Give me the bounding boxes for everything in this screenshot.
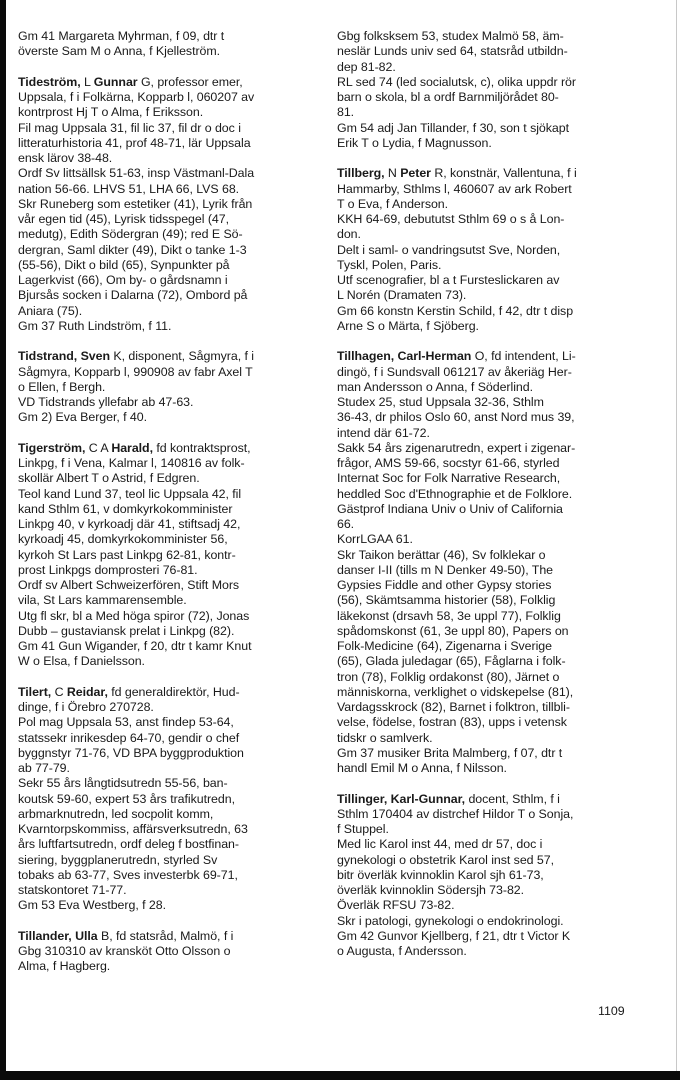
entry-text-line: handl Emil M o Anna, f Nilsson. [337,761,507,775]
entry-surname: Tillhagen, Carl-Herman [337,349,472,364]
entry-text-line: ab 77-79. [18,761,70,775]
entry-text-line: Fil mag Uppsala 31, fil lic 37, fil dr o doc i [18,120,241,135]
entry-text-line: Lagerkvist (66), Om by- o gårdsnamn i [18,273,228,287]
entry-text-line: man Andersson o Anna, f Söderlind. [337,379,533,394]
entry-text-line: Kvarntorpskommiss, affärsverksutredn, 63 [18,822,248,836]
entry-text-line: 81. [337,105,355,120]
entry-initials: C [51,684,67,699]
entry-text-line: vår egen tid (45), Lyrisk tidsspegel (47, [18,212,229,226]
entry-text-line: L Norén (Dramaten 73). [337,288,467,303]
entry-text-line: (65), Glada juledagar (65), Fåglarna i folk- [337,654,566,669]
entry-text-line: frågor, AMS 59-66, socstyr 61-66, styrled [337,456,560,470]
entry-text-line: 36-43, dr philos Oslo 60, anst Nord mus 39, [337,410,575,425]
entry-text-line: Delt i saml- o vandringsutst Sve, Norden, [337,242,561,257]
entry-text-line: arbmarknutredn, led socpolit komm, [18,806,214,821]
entry-text-line: heddled Soc d'Ethnographie et de Folklore. [337,486,573,501]
entry-text-line: Studex 25, stud Uppsala 32-36, Sthlm [337,395,544,409]
entry-surname: Tillberg, [337,166,385,181]
entry-text-line: Hammarby, Sthlms l, 460607 av ark Robert [337,181,572,196]
entry-heading [18,929,338,944]
entry-text-line: o Ellen, f Bergh. [18,379,106,394]
entry-text-line: prost Linkpgs domprosteri 76-81. [18,562,198,577]
entry-text-line: KorrLGAA 61. [337,532,413,547]
entry-text-line: dingö, f i Sundsvall 061217 av åkeriäg Her- [337,364,572,379]
entry-text-line: tidskr o samlverk. [337,730,433,745]
entry-text-line: Alma, f Hagberg. [18,959,111,974]
entry-text-line: (55-56), Dikt o bild (65), Synpunkter på [18,257,230,272]
scan-bottom-border [0,1071,680,1080]
entry-text-line: Gm 37 Ruth Lindström, f 11. [18,318,172,333]
entry-given-name: Gunnar [93,74,138,89]
biography-entry-tilert [18,685,338,914]
entry-text-line: nation 56-66. LHVS 51, LHA 66, LVS 68. [18,181,240,196]
biography-entry-tillberg [337,166,657,334]
entry-text-line: KKH 64-69, debututst Sthlm 69 o s å Lon- [337,212,565,226]
entry-text-line: statskontoret 71-77. [18,883,127,897]
entry-text-line: Tyskl, Polen, Paris. [337,257,442,272]
entry-text-line: Skr Taikon berättar (46), Sv folklekar o [337,547,546,562]
entry-text-line: barn o skola, bl a ordf Barnmiljörådet 80- [337,90,559,104]
entry-surname: Tillinger, Karl-Gunnar, [337,791,466,806]
entry-surname: Tidstrand, [18,349,78,364]
entry-given-name: Peter [400,166,431,181]
entry-text-line: (56), Skämtsamma historier (58), Folklig [337,593,556,608]
entry-heading-rest: B, fd statsråd, Malmö, f i [97,928,234,943]
entry-text-line: Folk-Medicine (64), Zigenarna i Sverige [337,639,552,653]
entry-text-line: dergran, Saml dikter (49), Dikt o tanke 1-3 [18,242,247,257]
entry-given-name: Ulla [75,928,98,943]
entry-heading-rest: O, fd intendent, Li- [471,349,576,364]
entry-heading [18,75,338,90]
entry-text-line: Gm 2) Eva Berger, f 40. [18,410,148,425]
entry-heading [18,441,338,456]
entry-text-line: Gbg 310310 av kransköt Otto Olsson o [18,944,231,958]
entry-text-line: Arne S o Märta, f Sjöberg. [337,318,479,333]
entry-text-line: års luftfartsutredn, ordf deleg f bostfinan- [18,837,239,852]
entry-text-line: intend där 61-72. [337,425,430,440]
entry-text-line: vila, St Lars kammarensemble. [18,593,187,608]
entry-text-line: Vardagsskrock (82), Barnet i folktron, tillbli- [337,700,570,714]
entry-text-line: Gästprof Indiana Univ o Univ of California [337,501,563,516]
entry-given-name: Sven [80,349,110,364]
entry-text-line: W o Elsa, f Danielsson. [18,654,145,669]
entry-text-line: Teol kand Lund 37, teol lic Uppsala 42, fil [18,486,242,501]
entry-text-line: Uppsala, f i Folkärna, Kopparb l, 060207 av [18,90,255,104]
scan-right-edge [676,0,677,1071]
entry-text-line: litteraturhistoria 41, prof 48-71, lär Uppsala [18,135,251,150]
entry-given-name: Harald, [111,440,153,455]
entry-text-line: Gm 41 Margareta Myhrman, f 09, dtr t [18,29,225,43]
entry-text-line: kyrkoh St Lars past Linkpg 62-81, kontr- [18,547,236,562]
entry-text-line: Linkpg 40, v kyrkoadj där 41, stiftsadj 42, [18,517,241,531]
entry-text-line: don. [337,227,361,242]
entry-heading [337,166,657,181]
entry-text-line: RL sed 74 (led socialutsk, c), olika uppdr rör [337,74,576,89]
entry-text-line: Gm 37 musiker Brita Malmberg, f 07, dtr t [337,745,563,760]
entry-text-line: kyrkoadj 45, domkyrkokomminister 56, [18,532,228,547]
entry-heading-rest: fd kontraktsprost, [152,440,251,455]
entry-heading [337,349,657,364]
entry-text-line: Sthlm 170404 av distrchef Hildor T o Sonja, [337,806,574,821]
entry-heading [18,349,338,364]
entry-text-line: kontrprost Hj T o Alma, f Eriksson. [18,105,204,120]
entry-initials: L [80,74,94,89]
entry-text-line: Gm 66 konstn Kerstin Schild, f 42, dtr t disp [337,303,574,318]
entry-surname: Tilert, [18,684,52,699]
entry-text-line: 66. [337,517,355,531]
entry-text-line: Sågmyra, Kopparb l, 990908 av fabr Axel T [18,364,253,379]
entry-text-line: velse, födelse, fostran (83), upps i vetensk [337,715,567,730]
entry-heading [18,685,338,700]
entry-text-line: Utg fl skr, bl a Med höga spiror (72), Jonas [18,608,250,623]
entry-text-line: gynekologi o obstetrik Karol inst sed 57, [337,852,554,867]
entry-text-line: Gm 54 adj Jan Tillander, f 30, son t sjökapt [337,120,569,135]
entry-text-line: bitr överläk kvinnoklin Karol sjh 61-73, [337,867,544,882]
entry-text-line: överste Sam M o Anna, f Kjelleström. [18,44,221,59]
entry-text-line: dinge, f i Örebro 270728. [18,700,154,714]
entry-text-line: Gbg folksksem 53, studex Malmö 58, äm- [337,29,564,43]
entry-surname: Tigerström, [18,440,86,455]
biography-entry-tillander [18,929,338,975]
entry-text-line: Pol mag Uppsala 53, anst findep 53-64, [18,715,234,730]
left-column [18,29,338,990]
entry-text-line: Sekr 55 års långtidsutredn 55-56, ban- [18,776,228,791]
entry-text-line: kand Sthlm 61, v domkyrkokomminister [18,501,233,516]
entry-text-line: skollär Albert T o Astrid, f Edgren. [18,471,200,486]
entry-text-line: Ordf Sv littsällsk 51-63, insp Västmanl-Dala [18,166,255,181]
entry-text-line: Skr i patologi, gynekologi o endokrinologi. [337,913,564,928]
entry-text-line: T o Eva, f Anderson. [337,196,449,211]
entry-text-line: byggnstyr 71-76, VD BPA byggproduktion [18,745,244,760]
page-number: 1109 [598,1004,625,1018]
entry-text-line: ensk lärov 38-48. [18,151,113,165]
entry-text-line: Gm 42 Gunvor Kjellberg, f 21, dtr t Victor K [337,928,571,943]
entry-text-line: Bjursås socken i Dalarna (72), Ombord på [18,288,248,303]
entry-text-line: Gm 53 Eva Westberg, f 28. [18,898,166,913]
right-column [337,29,657,975]
entry-text-line: Skr Runeberg som estetiker (41), Lyrik från [18,196,253,211]
entry-text-line: Aniara (75). [18,303,83,318]
entry-text-line: siering, byggplanerutredn, styrled Sv [18,852,218,867]
biography-entry-myhrman-continuation [18,29,338,60]
entry-text-line: Erik T o Lydia, f Magnusson. [337,135,492,150]
entry-heading-rest: K, disponent, Sågmyra, f i [110,349,254,364]
entry-text-line: Linkpg, f i Vena, Kalmar l, 140816 av folk- [18,456,245,470]
entry-text-line: Dubb – gustaviansk prelat i Linkpg (82). [18,623,235,638]
scan-left-border [0,0,6,1080]
entry-heading [337,792,657,807]
entry-text-line: danser I-II (tills m N Denker 49-50), The [337,562,554,577]
biography-entry-tidstrand [18,349,338,425]
entry-text-line: Gm 41 Gun Wigander, f 20, dtr t kamr Knut [18,639,252,653]
biography-entry-tillinger [337,792,657,960]
entry-text-line: Ordf sv Albert Schweizerfören, Stift Mors [18,578,240,592]
entry-initials: N [384,166,401,181]
entry-given-name: Reidar, [66,684,108,699]
entry-text-line: VD Tidstrands yllefabr ab 47-63. [18,395,194,409]
entry-text-line: Med lic Karol inst 44, med dr 57, doc i [337,837,543,852]
biography-entry-tillhagen [337,349,657,776]
entry-surname: Tideström, [18,74,81,89]
biography-entry-tillander-continuation [337,29,657,151]
entry-text-line: Internat Soc for Folk Narrative Research, [337,471,561,486]
entry-heading-rest: fd generaldirektör, Hud- [107,684,240,699]
entry-text-line: dep 81-82. [337,59,396,74]
entry-initials: C A [85,440,112,455]
entry-text-line: läkekonst (drsavh 58, 3e uppl 77), Folklig [337,608,561,623]
entry-heading-rest: docent, Sthlm, f i [465,791,560,806]
entry-text-line: Överläk RFSU 73-82. [337,898,455,913]
entry-text-line: människorna, verklighet o vidskepelse (81), [337,684,574,699]
entry-surname: Tillander, [18,928,72,943]
entry-text-line: överläk kvinnoklin Södersjh 73-82. [337,883,525,897]
entry-text-line: Utf scenografier, bl a t Fursteslickaren av [337,273,560,287]
entry-text-line: spådomskonst (61, 3e uppl 80), Papers on [337,623,569,638]
biography-entry-tidestrom [18,75,338,334]
entry-text-line: o Augusta, f Andersson. [337,944,467,958]
entry-text-line: tron (78), Folklig ordakonst (80), Järnet o [337,669,560,684]
biography-entry-tigerstrom [18,441,338,670]
entry-text-line: neslär Lunds univ sed 64, statsråd utbildn- [337,44,568,59]
entry-text-line: medutg), Edith Södergran (49); red E Sö- [18,227,243,242]
entry-heading-rest: G, professor emer, [137,74,243,89]
entry-text-line: f Stuppel. [337,822,389,836]
entry-text-line: koutsk 59-60, expert 53 års trafikutredn, [18,791,235,806]
entry-text-line: Gypsies Fiddle and other Gypsy stories [337,578,552,592]
entry-text-line: Sakk 54 års zigenarutredn, expert i zigenar- [337,440,576,455]
entry-text-line: tobaks ab 63-77, Sves investerbk 69-71, [18,867,238,882]
entry-heading-rest: R, konstnär, Vallentuna, f i [430,166,577,181]
entry-text-line: statssekr inrikesdep 64-70, gendir o chef [18,730,240,745]
